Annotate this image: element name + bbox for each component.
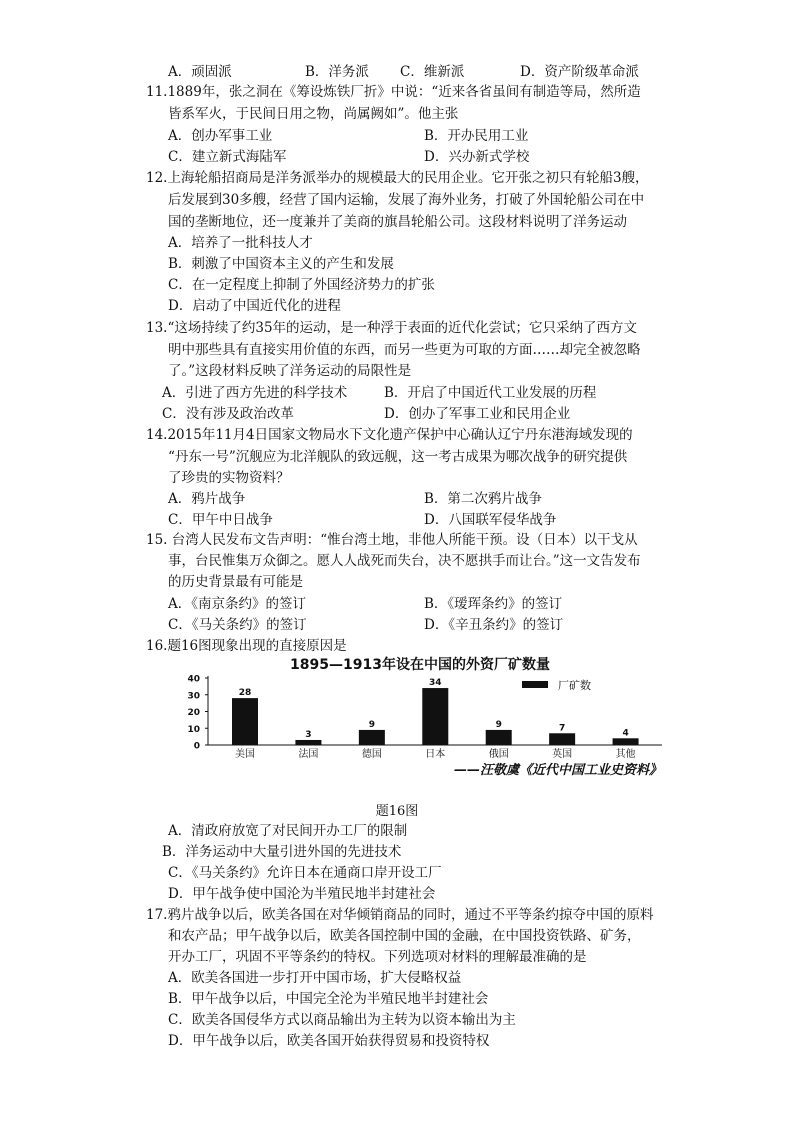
x-tick-label: 美国	[235, 749, 255, 760]
q17-stem-line-3: 开办工厂，巩固不平等条约的特权。下列选项对材料的理解最准确的是	[168, 949, 587, 965]
q14-option-b: B．第二次鸦片战争	[424, 491, 542, 507]
q12-option-d: D．启动了中国近代化的进程	[168, 298, 341, 314]
q13-option-d: D．创办了军事工业和民用企业	[384, 406, 571, 422]
bar-value-label: 4	[622, 728, 629, 739]
q15-option-d: D．《辛丑条约》的签订	[424, 617, 564, 633]
legend-label: 厂矿数	[558, 679, 591, 692]
q13-option-b: B．开启了中国近代工业发展的历程	[384, 385, 597, 401]
q15-stem-line-2: 事，台民惟集万众御之。愿人人战死而失台，决不愿拱手而让台。”这一文告发布	[168, 553, 641, 569]
q10-option-c: C．维新派	[400, 64, 465, 80]
q16-option-b: B．洋务运动中大量引进外国的先进技术	[162, 844, 402, 860]
bar-value-label: 7	[559, 723, 566, 734]
q12-option-a: A．培养了一批科技人才	[168, 235, 313, 251]
bar	[549, 733, 575, 745]
chart-legend	[522, 678, 591, 692]
q14-option-d: D．八国联军侵华战争	[424, 512, 557, 528]
q13-stem-line-2: 明中那些具有直接实用价值的东西，而另一些更为可取的方面……却完全被忽略	[168, 342, 641, 358]
x-tick-label: 德国	[361, 749, 382, 760]
q11-stem-line-1: 11.1889年，张之洞在《筹设炼铁厂折》中说：“近来各省虽间有制造等局，然所造	[146, 84, 641, 100]
bar-value-label: 9	[495, 719, 502, 730]
q13-option-a: A．引进了西方先进的科学技术	[162, 385, 348, 401]
x-tick-label: 日本	[425, 749, 446, 760]
q16-stem-line-1: 16.题16图现象出现的直接原因是	[146, 638, 347, 654]
x-tick-label: 俄国	[488, 749, 509, 760]
bar	[295, 740, 321, 745]
bar-value-label: 34	[429, 678, 442, 689]
bar-value-label: 9	[368, 719, 375, 730]
bar	[613, 738, 639, 745]
q14-option-c: C．甲午中日战争	[168, 512, 273, 528]
bar	[422, 688, 448, 745]
x-tick-label: 英国	[552, 749, 573, 760]
q12-stem-line-3: 国的垄断地位，还一度兼并了美商的旗昌轮船公司。这段材料说明了洋务运动	[168, 214, 627, 230]
q17-option-b: B．甲午战争以后，中国完全沦为半殖民地半封建社会	[168, 991, 489, 1007]
q14-stem-line-2: “丹东一号”沉舰应为北洋舰队的致远舰，这一考古成果为哪次战争的研究提供	[168, 449, 628, 465]
q12-option-b: B．刺激了中国资本主义的产生和发展	[168, 256, 394, 272]
y-tick-label: 10	[187, 724, 200, 735]
chart-title: 1895—1913年设在中国的外资厂矿数量	[290, 657, 550, 673]
bar	[359, 730, 385, 745]
q17-option-d: D．甲午战争以后，欧美各国开始获得贸易和投资特权	[168, 1033, 490, 1049]
q11-stem-line-2: 皆系军火，于民间日用之物，尚属阙如”。他主张	[168, 106, 459, 122]
q17-option-c: C．欧美各国侵华方式以商品输出为主转为以资本输出为主	[168, 1012, 516, 1028]
q14-stem-line-1: 14.2015年11月4日国家文物局水下文化遗产保护中心确认辽宁丹东港海域发现的	[146, 427, 633, 443]
q10-option-b: B．洋务派	[305, 64, 369, 80]
q13-stem-line-1: 13.“这场持续了约35年的运动，是一种浮于表面的近代化尝试；它只采纳了西方文	[146, 320, 638, 336]
q15-option-b: B．《瑷珲条约》的签订	[424, 596, 563, 612]
q10-option-d: D．资产阶级革命派	[520, 64, 639, 80]
q15-option-c: C．《马关条约》的签订	[168, 617, 307, 633]
q12-stem-line-1: 12.上海轮船招商局是洋务派举办的规模最大的民用企业。它开张之初只有轮船3艘，	[146, 170, 649, 186]
q14-option-a: A．鸦片战争	[168, 491, 246, 507]
y-tick-label: 30	[187, 691, 200, 702]
bar-value-label: 28	[238, 688, 252, 699]
y-tick-label: 40	[187, 674, 200, 685]
legend-swatch	[522, 681, 548, 688]
bar-chart	[170, 654, 670, 784]
q13-option-c: C．没有涉及政治改革	[162, 406, 294, 422]
q16-option-a: A．清政府放宽了对民间开办工厂的限制	[168, 823, 408, 839]
q17-stem-line-2: 和农产品；甲午战争以后，欧美各国控制中国的金融，在中国投资铁路、矿务，	[168, 928, 641, 944]
bar	[486, 730, 512, 745]
y-tick-label: 0	[193, 741, 200, 752]
x-tick-label: 其他	[615, 749, 636, 760]
q17-option-a: A．欧美各国进一步打开中国市场，扩大侵略权益	[168, 970, 462, 986]
chart-source: ——汪敬虞《近代中国工业史资料》	[453, 763, 662, 778]
q11-option-d: D．兴办新式学校	[424, 149, 530, 165]
q12-stem-line-2: 后发展到30多艘，经营了国内运输，发展了海外业务，打破了外国轮船公司在中	[168, 192, 645, 208]
y-tick-label: 20	[187, 708, 200, 718]
q13-stem-line-3: 了。”这段材料反映了洋务运动的局限性是	[168, 363, 412, 379]
q12-option-c: C．在一定程度上抑制了外国经济势力的扩张	[168, 277, 435, 293]
q11-option-a: A．创办军事工业	[168, 128, 273, 144]
q11-option-c: C．建立新式海陆军	[168, 149, 287, 165]
q14-stem-line-3: 了珍贵的实物资料？	[168, 470, 290, 486]
q16-option-d: D．甲午战争使中国沦为半殖民地半封建社会	[168, 886, 436, 902]
figure-caption: 题16图	[375, 804, 419, 819]
q11-option-b: B．开办民用工业	[424, 128, 529, 144]
x-tick-label: 法国	[298, 749, 319, 760]
q10-option-a: A．顽固派	[168, 64, 232, 80]
q15-stem-line-1: 15. 台湾人民发布文告声明：“惟台湾土地，非他人所能干预。设（日本）以干戈从	[146, 532, 638, 548]
q15-option-a: A．《南京条约》的签订	[168, 596, 306, 612]
bar	[232, 698, 258, 745]
q17-stem-line-1: 17.鸦片战争以后，欧美各国在对华倾销商品的同时，通过不平等条约掠夺中国的原料	[146, 907, 654, 923]
q16-option-c: C．《马关条约》允许日本在通商口岸开设工厂	[168, 865, 442, 881]
q15-stem-line-3: 的历史背景最有可能是	[168, 574, 303, 590]
bar-value-label: 3	[305, 729, 312, 740]
